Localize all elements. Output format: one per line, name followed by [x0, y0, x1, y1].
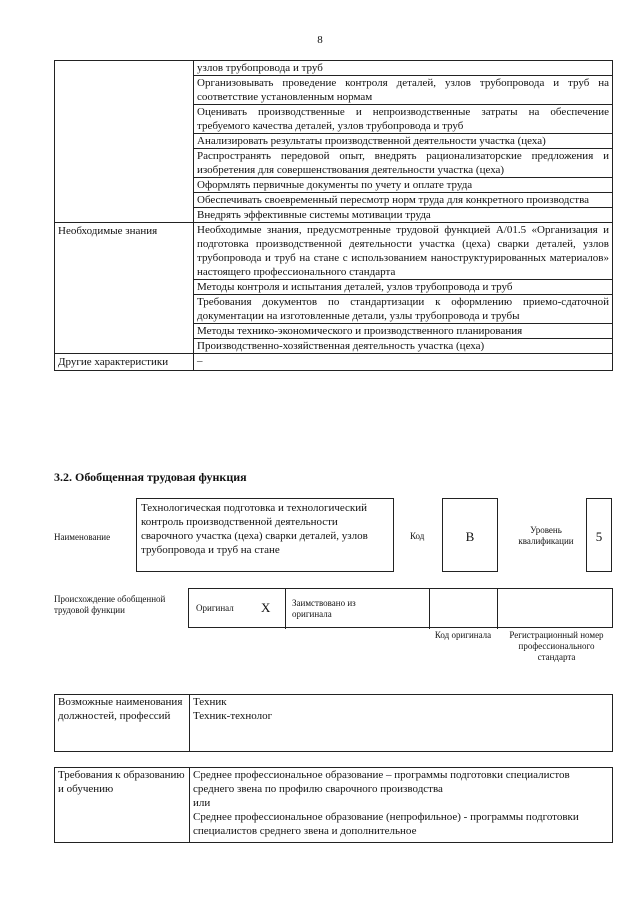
table-cell: Обеспечивать своевременный пересмотр норм труда для конкретного производства: [194, 193, 613, 208]
table-cell: узлов трубопровода и труб: [194, 61, 613, 76]
divider: [497, 589, 498, 629]
page-number: 8: [317, 34, 323, 46]
table-cell: Методы контроля и испытания деталей, узлов трубопровода и труб: [194, 280, 613, 295]
table-cell: Оформлять первичные документы по учету и оплате труда: [194, 178, 613, 193]
divider: [429, 589, 430, 629]
table-row: [55, 61, 613, 76]
table-cell: Производственно-хозяйственная деятельность участка (цеха): [194, 339, 613, 354]
education-line: или: [193, 797, 211, 809]
table-cell: Оценивать производственные и непроизводственные затраты на обеспечение требуемого качества деталей, узлов трубопровода и труб: [194, 105, 613, 134]
skills-table: [54, 60, 613, 371]
table-cell: Требования документов по стандартизации к оформлению приемо-сдаточной документации на изготовленные детали, узлы трубопровода и трубы: [194, 295, 613, 324]
borrowed-label: Заимствовано из оригинала: [292, 598, 356, 619]
table-row: [55, 223, 613, 280]
origin-label: Происхождение обобщенной трудовой функции: [54, 594, 166, 615]
code-caption: Код оригинала: [434, 630, 492, 640]
divider: [285, 589, 286, 629]
table-cell: Распространять передовой опыт, внедрять рационализаторские предложения и изобретения для совершенствования деятельности участка (цеха): [194, 149, 613, 178]
original-mark: X: [261, 600, 271, 615]
table-row: [55, 354, 613, 371]
row-label-other: Другие характеристики: [55, 354, 194, 371]
table-cell: –: [194, 354, 613, 371]
name-label: Наименование: [54, 532, 111, 542]
row-label: [55, 61, 194, 223]
positions-table: [54, 694, 613, 752]
table-cell: Организовывать проведение контроля деталей, узлов трубопровода и труб на соответствие установленным нормам: [194, 76, 613, 105]
position-item: Техник-технолог: [193, 710, 273, 722]
level-value: 5: [586, 498, 612, 572]
positions-values: [190, 695, 613, 752]
origin-box: [188, 588, 613, 628]
table-cell: Анализировать результаты производственной деятельности участка (цеха): [194, 134, 613, 149]
original-label: Оригинал: [196, 603, 234, 613]
education-line: Среднее профессиональное образование (непрофильное) - программы подготовки специалистов среднего звена и дополнительное: [193, 811, 579, 837]
position-item: Техник: [193, 696, 227, 708]
education-line: Среднее профессиональное образование – программы подготовки специалистов среднего звена по профилю сварочного производства: [193, 769, 570, 795]
section-title: 3.2. Обобщенная трудовая функция: [54, 470, 247, 484]
code-label: Код: [410, 531, 425, 541]
code-value: B: [442, 498, 498, 572]
reg-caption: Регистрационный номер профессионального стандарта: [509, 630, 604, 662]
table-cell: Методы технико-экономического и производственного планирования: [194, 324, 613, 339]
table-row: [55, 695, 613, 752]
row-label-knowledge: Необходимые знания: [55, 223, 194, 354]
table-cell: Внедрять эффективные системы мотивации труда: [194, 208, 613, 223]
positions-label: Возможные наименования должностей, профессий: [55, 695, 190, 752]
education-label: Требования к образованию и обучению: [55, 768, 190, 843]
education-table: [54, 767, 613, 843]
table-cell: Необходимые знания, предусмотренные трудовой функцией A/01.5 «Организация и подготовка производственной деятельности участка (цеха) сварки деталей, узлов трубопровода и труб на стане с использованием наноструктурированных материалов» настоящего профессионального стандарта: [194, 223, 613, 280]
name-value: Технологическая подготовка и технологический контроль производственной деятельности сварочного участка (цеха) сварки деталей, узлов трубопровода и труб на стане: [136, 498, 394, 572]
education-values: [190, 768, 613, 843]
table-row: [55, 768, 613, 843]
level-label: Уровень квалификации: [518, 525, 574, 546]
